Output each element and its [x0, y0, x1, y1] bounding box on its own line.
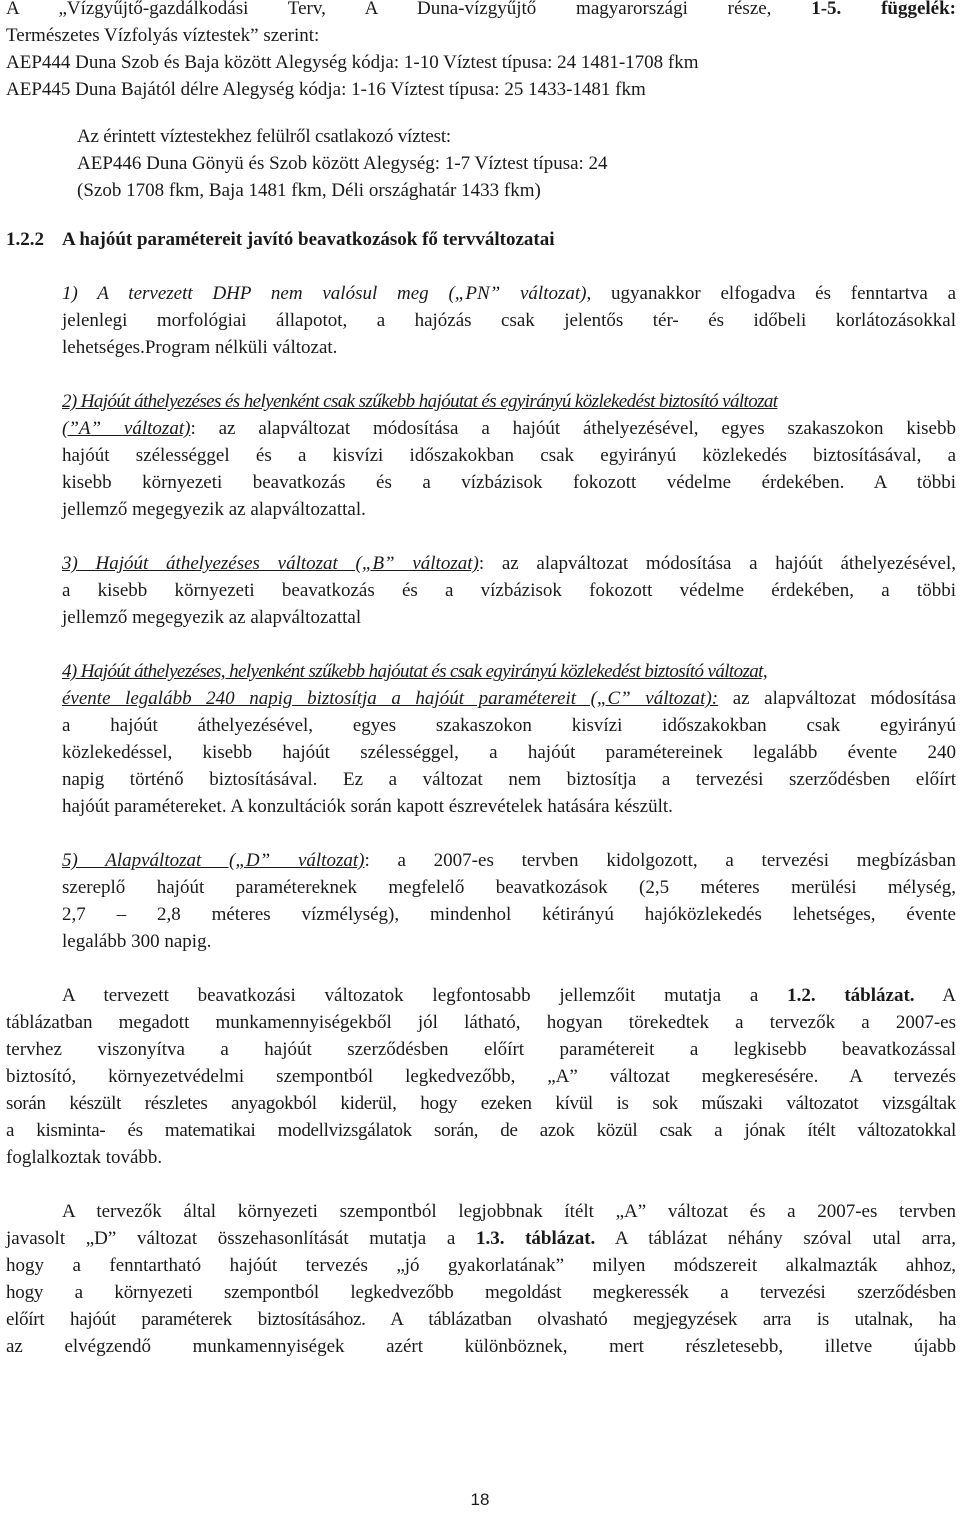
option-4-title: 4) Hajóút áthelyezéses, helyenként szűkebb hajóutat és csak egyirányú közlekedést biztosító változat,: [62, 661, 768, 682]
option-1-title: 1) A tervezett DHP nem valósul meg („PN” változat): [62, 283, 587, 304]
option-3-text: : az alapváltozat módosítása a hajóút áthelyezésével,: [478, 553, 956, 574]
paragraph-1-line-4: biztosító, környezetvédelmi szempontból legkedvezőbb, „A” változat megkeresésére. A tervezés: [6, 1066, 956, 1087]
intro-line-3: AEP444 Duna Szob és Baja között Alegység kódja: 1-10 Víztest típusa: 24 1481-1708 fkm: [6, 52, 699, 73]
option-4-line-3: a hajóút áthelyezésével, egyes szakaszokon kisvízi időszakokban csak egyirányú: [62, 715, 956, 736]
paragraph-2-line-3: hogy a fenntartható hajóút tervezés „jó gyakorlatának” milyen módszereit alkalmazták ahhoz,: [6, 1255, 956, 1276]
option-1-line-3: lehetséges.Program nélküli változat.: [62, 337, 338, 358]
option-4-line-4: közlekedéssel, kisebb hajóút szélességgel, a hajóút paramétereinek legalább évente 240: [62, 742, 956, 763]
option-4-text: az alapváltozat módosítása: [718, 688, 956, 709]
option-2-text: : az alapváltozat módosítása a hajóút áthelyezésével, egyes szakaszokon kisebb: [190, 418, 956, 439]
option-4-line-6: hajóút paramétereket. A konzultációk során kapott észrevételek hatására készült.: [62, 796, 673, 817]
option-2-line-4: kisebb környezeti beavatkozás és a vízbázisok fokozott védelme érdekében. A többi: [62, 472, 956, 493]
section-title: A hajóút paramétereit javító beavatkozások fő tervváltozatai: [62, 229, 555, 250]
paragraph-2-line-6: az elvégzendő munkamennyiségek azért különböznek, mert részletesebb, illetve újabb: [6, 1336, 956, 1357]
paragraph-1-text-end: A: [914, 985, 956, 1006]
paragraph-1-line-3: tervhez viszonyítva a hajóút szerződésben előírt paramétereit a legkisebb beavatkozással: [6, 1039, 956, 1060]
paragraph-1-line-6: a kisminta- és matematikai modellvizsgálatok során, de azok közül csak a jónak ítélt változatokkal: [6, 1120, 956, 1141]
option-4-line-5: napig történő biztosításával. Ez a változat nem biztosítja a tervezési szerződésben előírt: [62, 769, 956, 790]
section-heading: [6, 226, 956, 253]
paragraph-1: [6, 982, 956, 1171]
option-2-label: (”A” változat): [62, 418, 191, 439]
option-3-title: 3) Hajóút áthelyezéses változat („B” változat): [62, 553, 479, 574]
option-2-line-2: [62, 415, 956, 442]
option-1: [62, 280, 956, 361]
paragraph-1-line-7: foglalkoztak tovább.: [6, 1147, 163, 1168]
option-5-title: 5) Alapváltozat („D” változat): [62, 850, 365, 871]
intro-line-4: AEP445 Duna Bajától délre Alegység kódja: 1-16 Víztest típusa: 25 1433-1481 fkm: [6, 79, 646, 100]
option-3-line-1: [62, 550, 956, 577]
option-4-line-2: [62, 685, 956, 712]
upstream-line-1: Az érintett víztestekhez felülről csatlakozó víztest:: [77, 126, 451, 147]
appendix-ref: 1-5. függelék:: [811, 0, 957, 19]
paragraph-2-text: javasolt „D” változat összehasonlítását mutatja a: [6, 1228, 476, 1249]
option-4-label: évente legalább 240 napig biztosítja a hajóút paramétereit („C” változat):: [62, 688, 719, 709]
paragraph-2-line-2: [6, 1225, 956, 1252]
paragraph-1-line-1: [6, 982, 956, 1009]
table-ref-1-2: 1.2. táblázat.: [787, 985, 915, 1006]
upstream-line-2: AEP446 Duna Gönyü és Szob között Alegység: 1-7 Víztest típusa: 24: [77, 153, 608, 174]
paragraph-1-line-2: táblázatban megadott munkamennyiségekből jól látható, hogyan törekedtek a tervezők a 2007-es: [6, 1012, 956, 1033]
intro-line-2: Természetes Vízfolyás víztestek” szerint:: [6, 25, 320, 46]
paragraph-2: [6, 1198, 956, 1360]
option-4: [62, 658, 956, 820]
upstream-line-3: (Szob 1708 fkm, Baja 1481 fkm, Déli országhatár 1433 fkm): [77, 180, 541, 201]
document-page: [6, 0, 956, 1360]
option-1-line-1: [62, 280, 956, 307]
option-5-line-4: legalább 300 napig.: [62, 931, 212, 952]
section-number: 1.2.2: [6, 229, 44, 250]
option-5-line-1: [62, 847, 956, 874]
table-ref-1-3: 1.3. táblázat.: [475, 1228, 596, 1249]
option-3: [62, 550, 956, 631]
paragraph-2-line-5: előírt hajóút paraméterek biztosításához. A táblázatban olvasható megjegyzések arra is utalnak, ha: [6, 1309, 956, 1330]
option-2-title: 2) Hajóút áthelyezéses és helyenként csak szűkebb hajóutat és egyirányú közlekedést biztosító változat: [62, 391, 778, 412]
option-5: [62, 847, 956, 955]
page-number: 18: [470, 1490, 490, 1509]
option-2-line-5: jellemző megegyezik az alapváltozattal.: [62, 499, 366, 520]
option-3-line-2: a kisebb környezeti beavatkozás és a vízbázisok fokozott védelme érdekében, a többi: [62, 580, 956, 601]
option-5-line-3: 2,7 – 2,8 méteres vízmélység), mindenhol kétirányú hajóközlekedés lehetséges, évente: [62, 904, 956, 925]
option-5-line-2: szereplő hajóút paramétereknek megfelelő beavatkozások (2,5 méteres merülési mélység,: [62, 877, 956, 898]
paragraph-2-text-end: A táblázat néhány szóval utal arra,: [595, 1228, 956, 1249]
option-1-text: , ugyanakkor elfogadva és fenntartva a: [586, 283, 957, 304]
intro-text: A „Vízgyűjtő-gazdálkodási Terv, A Duna-vízgyűjtő magyarországi része,: [6, 0, 812, 19]
intro-line-1: [6, 0, 956, 22]
option-2-line-3: hajóút szélességgel és a kisvízi időszakokban csak egyirányú közlekedés biztosításával, a: [62, 445, 956, 466]
option-1-line-2: jelenlegi morfológiai állapotot, a hajózás csak jelentős tér- és időbeli korlátozásokkal: [62, 310, 956, 331]
paragraph-2-line-1: A tervezők által környezeti szempontból legjobbnak ítélt „A” változat és a 2007-es tervben: [62, 1201, 956, 1222]
paragraph-2-line-4: hogy a környezeti szempontból legkedvezőbb megoldást megkeressék a tervezési szerződésben: [6, 1282, 956, 1303]
paragraph-1-text: A tervezett beavatkozási változatok legfontosabb jellemzőit mutatja a: [62, 985, 788, 1006]
option-3-line-3: jellemző megegyezik az alapváltozattal: [62, 607, 362, 628]
option-5-text: : a 2007-es tervben kidolgozott, a tervezési megbízásban: [364, 850, 956, 871]
paragraph-1-line-5: során készült részletes anyagokból kiderül, hogy ezeken kívül is sok műszaki változatot vizsgáltak: [6, 1093, 956, 1114]
option-2: [62, 388, 956, 523]
upstream-waterbody-block: [77, 123, 956, 204]
